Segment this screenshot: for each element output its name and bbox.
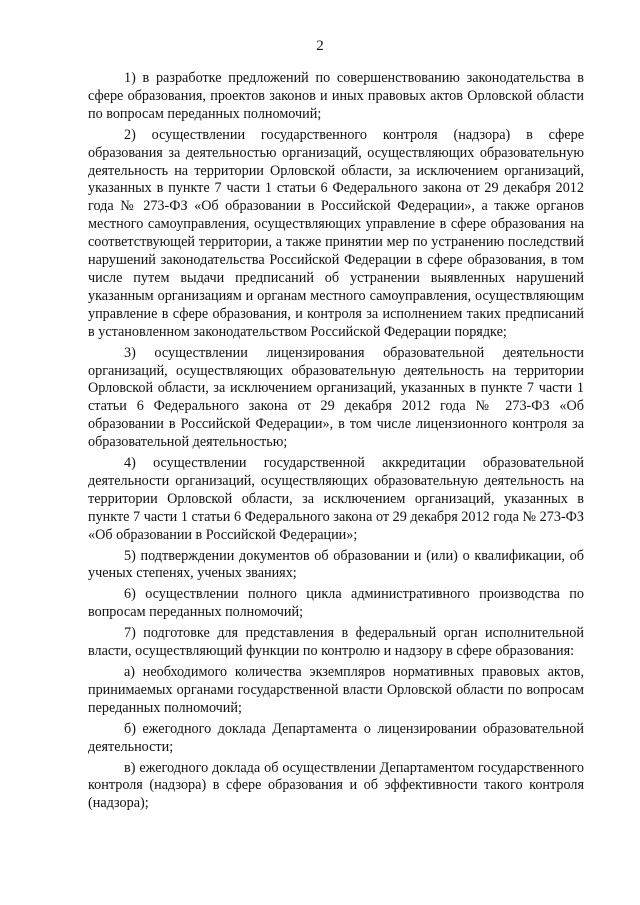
- paragraph-1: 1) в разработке предложений по совершенствованию законодательства в сфере образования, проектов законов и иных правовых актов Орловской области по вопросам переданных полномочий;: [88, 70, 584, 122]
- paragraph-7b: б) ежегодного доклада Департамента о лицензировании образовательной деятельности;: [88, 720, 584, 755]
- paragraph-4: 4) осуществлении государственной аккредитации образовательной деятельности организаций, осуществляющих образовательную деятельность на территории Орловской области, за исключением организаций, указанных в пункте 7 части 1 статьи 6 Федерального закона от 29 декабря 2012 года № 273-ФЗ «Об образовании в Российской Федерации»;: [88, 455, 584, 543]
- document-body: [88, 70, 584, 816]
- paragraph-5: 5) подтверждении документов об образовании и (или) о квалификации, об ученых степенях, ученых званиях;: [88, 547, 584, 582]
- paragraph-7a: а) необходимого количества экземпляров нормативных правовых актов, принимаемых органами государственной власти Орловской области по вопросам переданных полномочий;: [88, 664, 584, 716]
- paragraph-2: 2) осуществлении государственного контроля (надзора) в сфере образования за деятельностью организаций, осуществляющих образовательную деятельность на территории Орловской области, за исключением организаций, указанных в пункте 7 части 1 статьи 6 Федерального закона от 29 декабря 2012 года № 273-ФЗ «Об образовании в Российской Федерации», а также органов местного самоуправления, осуществляющих управление в сфере образования на соответствующей территории, а также принятии мер по устранению последствий нарушений законодательства Российской Федерации в сфере образования, в том числе путем выдачи предписаний об устранении выявленных нарушений указанным организациям и органам местного самоуправления, осуществляющим управление в сфере образования, и контроля за исполнением таких предписаний в установленном законодательством Российской Федерации порядке;: [88, 126, 584, 340]
- paragraph-3: 3) осуществлении лицензирования образовательной деятельности организаций, осуществляющих образовательную деятельность на территории Орловской области, за исключением организаций, указанных в пункте 7 части 1 статьи 6 Федерального закона от 29 декабря 2012 года № 273-ФЗ «Об образовании в Российской Федерации», в том числе лицензионного контроля за образовательной деятельностью;: [88, 344, 584, 451]
- page-number: 2: [316, 38, 324, 54]
- paragraph-7c: в) ежегодного доклада об осуществлении Департаментом государственного контроля (надзора) в сфере образования и об эффективности такого контроля (надзора);: [88, 759, 584, 812]
- paragraph-6: 6) осуществлении полного цикла административного производства по вопросам переданных полномочий;: [88, 586, 584, 621]
- paragraph-7: 7) подготовке для представления в федеральный орган исполнительной власти, осуществляющий функции по контролю и надзору в сфере образования:: [88, 625, 584, 660]
